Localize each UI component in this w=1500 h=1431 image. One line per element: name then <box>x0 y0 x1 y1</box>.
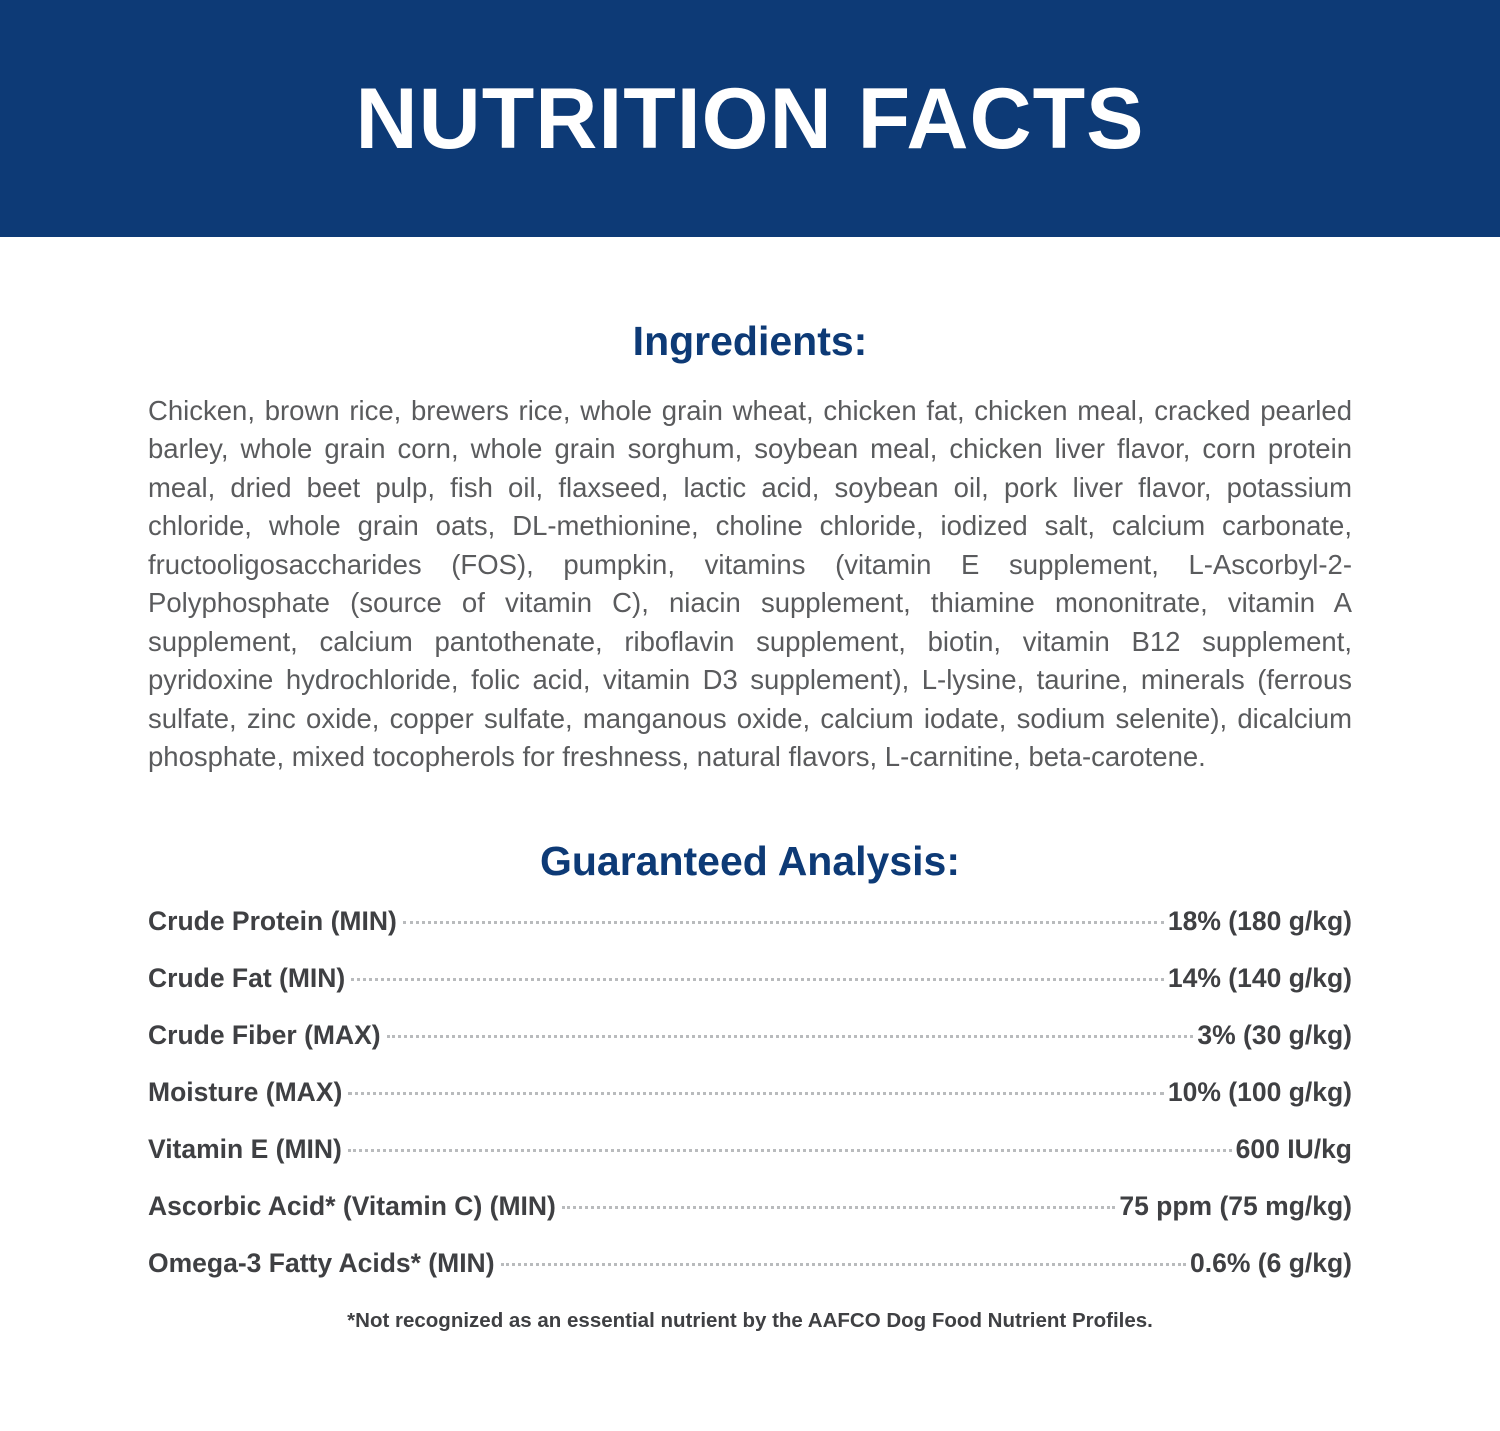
analysis-value: 0.6% (6 g/kg) <box>1190 1247 1352 1278</box>
analysis-label: Vitamin E (MIN) <box>148 1133 342 1164</box>
analysis-label: Moisture (MAX) <box>148 1076 343 1107</box>
leader-dots <box>403 921 1164 924</box>
analysis-value: 14% (140 g/kg) <box>1167 962 1352 993</box>
header-banner <box>0 0 1500 237</box>
analysis-label: Omega-3 Fatty Acids* (MIN) <box>148 1247 495 1278</box>
analysis-label: Crude Protein (MIN) <box>148 905 397 936</box>
analysis-row <box>148 1077 1352 1108</box>
leader-dots <box>348 1149 1232 1152</box>
ingredients-heading: Ingredients: <box>632 318 868 364</box>
analysis-row <box>148 1134 1352 1165</box>
analysis-value: 600 IU/kg <box>1235 1133 1352 1164</box>
leader-dots <box>348 1092 1164 1095</box>
leader-dots <box>562 1206 1115 1209</box>
aafco-footnote: *Not recognized as an essential nutrient by the AAFCO Dog Food Nutrient Profiles. <box>347 1308 1153 1332</box>
ingredients-text: Chicken, brown rice, brewers rice, whole grain wheat, chicken fat, chicken meal, cracked pearled barley, whole grain corn, whole grain sorghum, soybean meal, chicken liver flavor, corn protein meal, dried beet pulp, fish oil, flaxseed, lactic acid, soybean oil, pork liver flavor, potassium chloride, whole grain oats, DL-methionine, choline chloride, iodized salt, calcium carbonate, fructooligosaccharides (FOS), pumpkin, vitamins (vitamin E supplement, L-Ascorbyl-2-Polyphosphate (source of vitamin C), niacin supplement, thiamine mononitrate, vitamin A supplement, calcium pantothenate, riboflavin supplement, biotin, vitamin B12 supplement, pyridoxine hydrochloride, folic acid, vitamin D3 supplement), L-lysine, taurine, minerals (ferrous sulfate, zinc oxide, copper sulfate, manganous oxide, calcium iodate, sodium selenite), dicalcium phosphate, mixed tocopherols for freshness, natural flavors, L-carnitine, beta-carotene. <box>148 394 1352 773</box>
analysis-row <box>148 1020 1352 1051</box>
analysis-label: Ascorbic Acid* (Vitamin C) (MIN) <box>148 1190 556 1221</box>
analysis-value: 75 ppm (75 mg/kg) <box>1119 1190 1352 1221</box>
analysis-row <box>148 1191 1352 1222</box>
leader-dots <box>351 978 1164 981</box>
guaranteed-analysis-table <box>148 906 1352 1279</box>
analysis-row <box>148 963 1352 994</box>
content-area <box>0 319 1500 1333</box>
leader-dots <box>387 1035 1194 1038</box>
analysis-value: 3% (30 g/kg) <box>1197 1019 1352 1050</box>
analysis-row <box>148 1248 1352 1279</box>
analysis-label: Crude Fat (MIN) <box>148 962 346 993</box>
leader-dots <box>501 1263 1186 1266</box>
page-title: NUTRITION FACTS <box>355 70 1145 167</box>
analysis-value: 18% (180 g/kg) <box>1167 905 1352 936</box>
analysis-label: Crude Fiber (MAX) <box>148 1019 381 1050</box>
analysis-row <box>148 906 1352 937</box>
guaranteed-analysis-heading: Guaranteed Analysis: <box>539 837 960 884</box>
analysis-value: 10% (100 g/kg) <box>1167 1076 1352 1107</box>
